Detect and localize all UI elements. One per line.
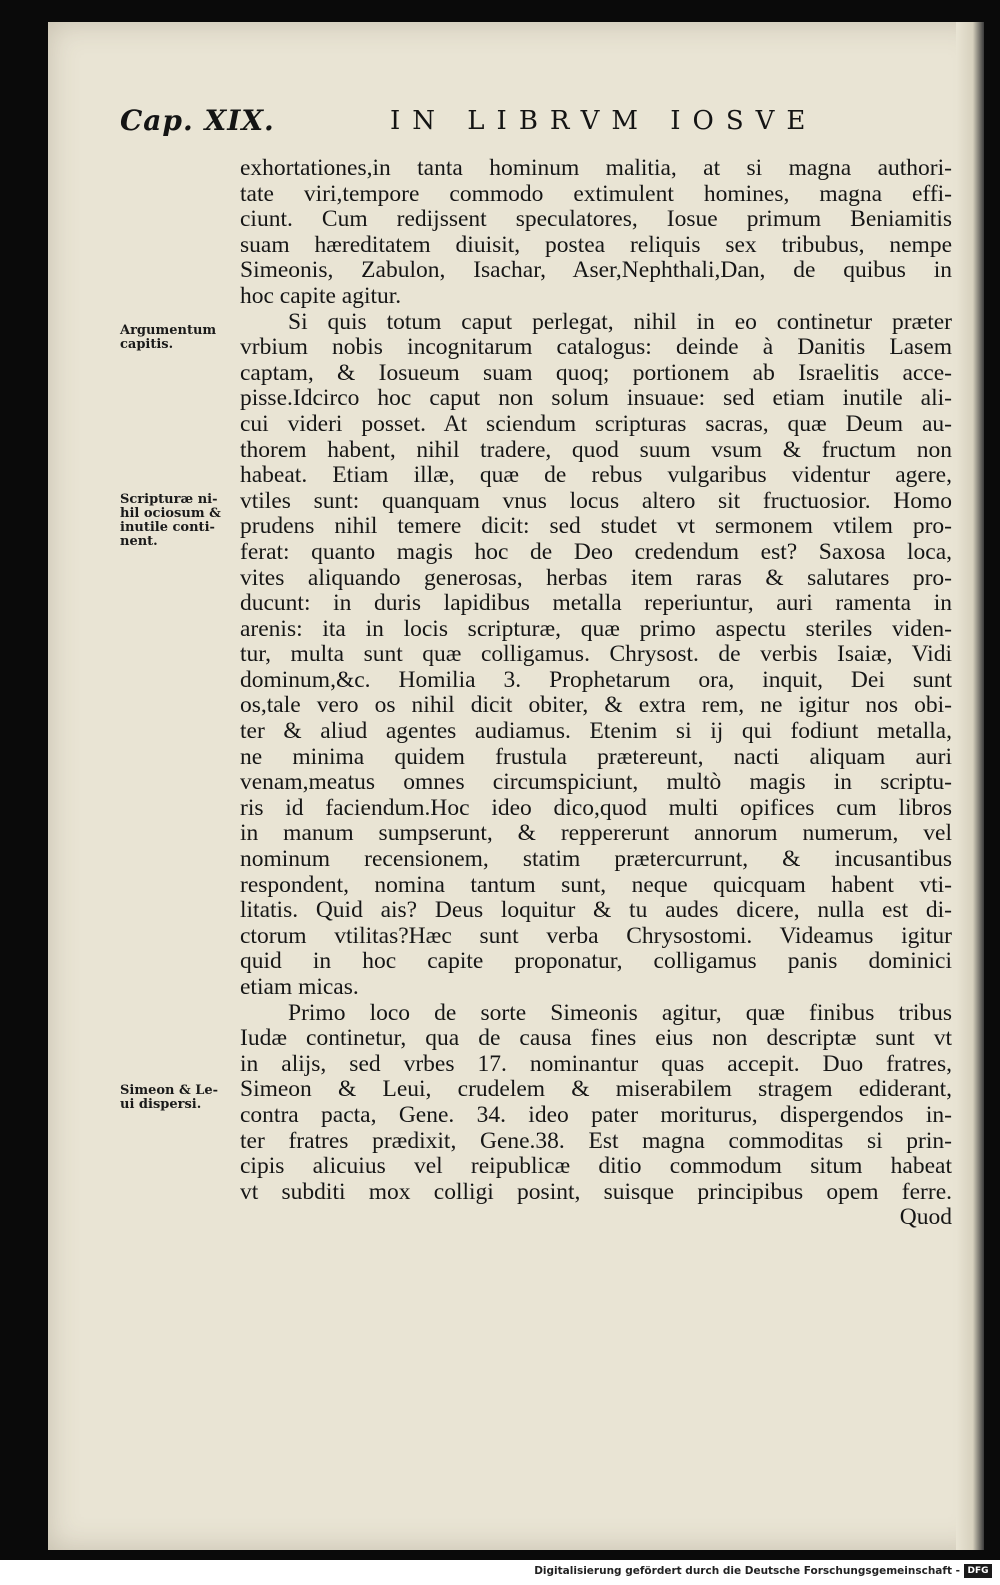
text-line: Simeonis, Zabulon, Isachar, Aser,Nephthali,Dan, de quibus in (240, 257, 952, 284)
text-line: litatis. Quid ais? Deus loquitur & tu audes dicere, nulla est di- (240, 897, 952, 924)
text-line: prudens nihil temere dicit: sed studet vt sermonem vtilem pro- (240, 513, 952, 540)
margin-note-line: inutile conti- (120, 520, 215, 535)
margin-note-scripturae (120, 493, 250, 549)
text-line: ris id faciendum.Hoc ideo dico,quod multi opifices cum libros (240, 794, 952, 821)
margin-note-line: capitis. (120, 337, 174, 352)
text-line: ducunt: in duris lapidibus metalla reperiuntur, auri ramenta in (240, 590, 952, 617)
text-line: in manum sumpserunt, & reppererunt annorum numerum, vel (240, 820, 952, 847)
text-line: vt subditi mox colligi posint, suisque principibus opem ferre. (240, 1178, 952, 1205)
text-line: ter & aliud agentes audiamus. Etenim si ij qui fodiunt metalla, (240, 718, 952, 745)
margin-note-simeon (120, 1084, 250, 1112)
digitization-footer (0, 1560, 1000, 1585)
margin-note-line: Simeon & Le- (120, 1083, 219, 1098)
page-edge (956, 22, 984, 1550)
text-line: nominum recensionem, statim prætercurrunt, & incusantibus (240, 846, 952, 873)
text-line: captam, & Iosueum suam quoq; portionem ab Israelitis acce- (240, 359, 952, 386)
running-title: IN LIBRVM IOSVE (390, 106, 818, 136)
text-line: vites aliquando generosas, herbas item raras & salutares pro- (240, 564, 952, 591)
text-line: vtiles sunt: quanquam vnus locus altero sit fructuosior. Homo (240, 487, 952, 514)
text-line: suam hæreditatem diuisit, postea reliquis sex tribubus, nempe (240, 231, 952, 258)
text-line: respondent, nomina tantum sunt, neque quicquam habent vti- (240, 871, 952, 898)
text-line: cui videri posset. At sciendum scripturas sacras, quæ Deum au- (240, 410, 952, 437)
text-line: vrbium nobis incognitarum catalogus: deinde à Danitis Lasem (240, 334, 952, 361)
book-page (48, 22, 984, 1550)
text-line: tur, multa sunt quæ colligamus. Chrysost. de verbis Isaiæ, Vidi (240, 641, 952, 668)
text-line: Primo loco de sorte Simeonis agitur, quæ finibus tribus (288, 999, 952, 1026)
text-line: habeat. Etiam illæ, quæ de rebus vulgaribus videntur agere, (240, 462, 952, 489)
text-line: exhortationes,in tanta hominum malitia, at si magna authori- (240, 155, 952, 181)
text-line: hoc capite agitur. (240, 282, 402, 309)
margin-note-line: ui dispersi. (120, 1097, 202, 1112)
text-line: ter fratres prædixit, Gene.38. Est magna commoditas si prin- (240, 1127, 952, 1154)
running-head (120, 104, 900, 144)
text-line: pisse.Idcirco hoc caput non solum insuaue: sed etiam inutile ali- (240, 385, 952, 412)
text-line: dominum,&c. Homilia 3. Prophetarum ora, inquit, Dei sunt (240, 666, 952, 693)
margin-note-argumentum (120, 324, 250, 352)
text-line: venam,meatus omnes circumspiciunt, multò magis in scriptu- (240, 769, 952, 796)
body-text (240, 156, 952, 1231)
text-line: ne minima quidem frustula prætereunt, nacti aliquam auri (240, 743, 952, 770)
text-line: os,tale vero os nihil dicit obiter, & extra rem, ne igitur nos obi- (240, 692, 952, 719)
text-line: ctorum vtilitas?Hæc sunt verba Chrysostomi. Videamus igitur (240, 922, 952, 949)
funding-credit: Digitalisierung gefördert durch die Deutsche Forschungsgemeinschaft - (534, 1565, 960, 1577)
text-line: cipis alicuius vel reipublicæ ditio commodum situm habeat (240, 1153, 952, 1180)
text-line: thorem habent, nihil tradere, quod suum vsum & fructum non (240, 436, 952, 463)
dfg-logo: DFG (964, 1564, 992, 1578)
text-line: arenis: ita in locis scripturæ, quæ primo aspectu steriles viden- (240, 615, 952, 642)
margin-note-line: hil ociosum & (120, 506, 221, 521)
text-line: Iudæ continetur, qua de causa fines eius non descriptæ sunt vt (240, 1025, 952, 1052)
text-line: in alijs, sed vrbes 17. nominantur quas accepit. Duo fratres, (240, 1050, 952, 1077)
text-line: Simeon & Leui, crudelem & miserabilem stragem ediderant, (240, 1076, 952, 1103)
text-line: contra pacta, Gene. 34. ideo pater moriturus, dispergendos in- (240, 1101, 952, 1128)
chapter-number: Cap. XIX. (120, 104, 275, 137)
text-line: quid in hoc capite proponatur, colligamus panis dominici (240, 948, 952, 975)
text-line: tate viri,tempore commodo extimulent homines, magna effi- (240, 180, 952, 207)
margin-note-line: Scripturæ ni- (120, 492, 218, 507)
text-line: Si quis totum caput perlegat, nihil in eo continetur præter (288, 308, 952, 335)
text-line: etiam micas. (240, 974, 359, 1000)
margin-note-line: nent. (120, 534, 158, 549)
text-line: ciunt. Cum redijssent speculatores, Iosue primum Beniamitis (240, 206, 952, 233)
text-line: ferat: quanto magis hoc de Deo credendum est? Saxosa loca, (240, 538, 952, 565)
margin-note-line: Argumentum (120, 323, 217, 338)
catchword: Quod (899, 1204, 952, 1231)
